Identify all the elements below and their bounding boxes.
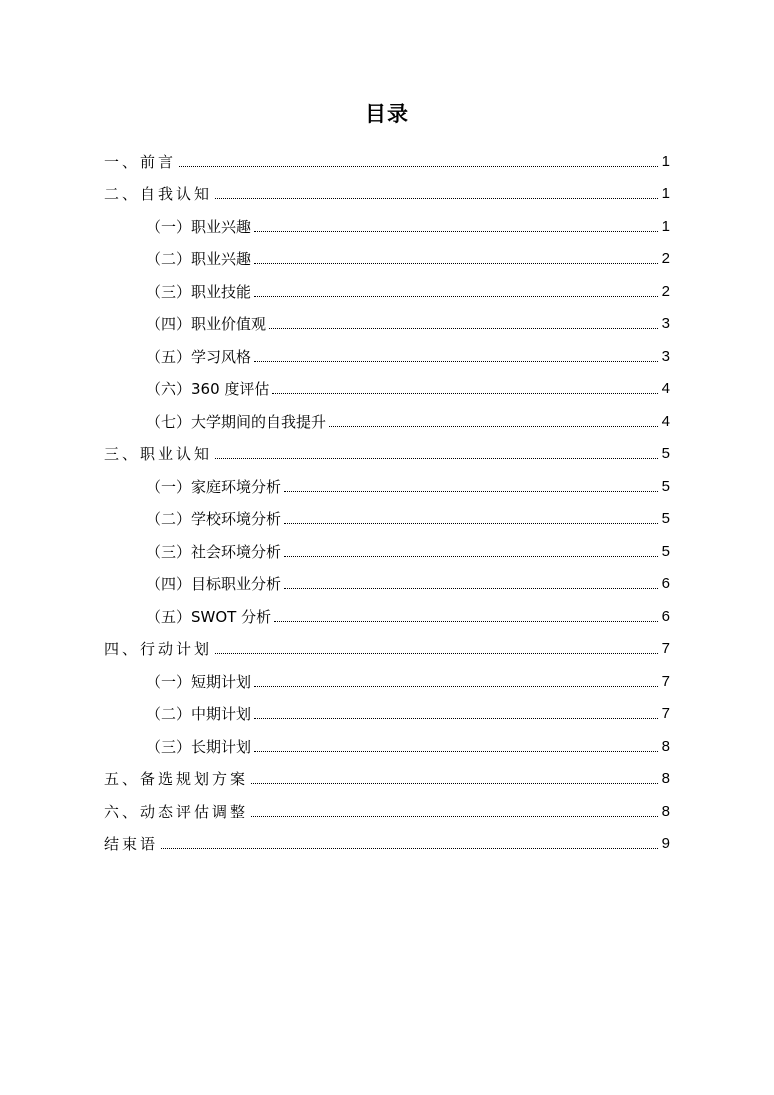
toc-entry-subsection[interactable]	[104, 693, 670, 726]
toc-entry-page-number: 6	[661, 575, 670, 592]
toc-dot-leader	[254, 751, 658, 752]
toc-entry-label: （三）职业技能	[146, 282, 252, 301]
toc-dot-leader	[254, 231, 658, 232]
toc-entry-page-number: 3	[661, 315, 670, 332]
toc-entry-label: 结束语	[104, 835, 159, 853]
toc-entry-section[interactable]	[104, 790, 670, 823]
toc-entry-page-number: 8	[661, 770, 670, 787]
toc-dot-leader	[284, 556, 658, 557]
toc-dot-leader	[215, 458, 658, 459]
toc-entry-subsection[interactable]	[104, 400, 670, 433]
toc-entry-label: （五）SWOT 分析	[146, 607, 272, 626]
toc-entry-page-number: 2	[661, 282, 670, 300]
toc-entry-section[interactable]	[104, 140, 670, 173]
toc-dot-leader	[274, 621, 658, 622]
toc-dot-leader	[284, 491, 658, 492]
toc-entry-label: （四）职业价值观	[146, 315, 267, 333]
toc-entry-label: （四）目标职业分析	[146, 575, 282, 593]
toc-entry-label: （三）长期计划	[146, 737, 252, 756]
toc-entry-label: （二）中期计划	[146, 705, 252, 723]
toc-dot-leader	[329, 426, 658, 427]
toc-entry-label: （三）社会环境分析	[146, 542, 282, 561]
toc-entry-section[interactable]	[104, 823, 670, 856]
toc-dot-leader	[284, 523, 658, 524]
toc-entry-subsection[interactable]	[104, 660, 670, 693]
toc-entry-label: 一、前言	[104, 152, 177, 171]
toc-entry-label: 五、备选规划方案	[104, 770, 249, 788]
toc-entry-page-number: 5	[661, 542, 670, 560]
toc-dot-leader	[254, 718, 658, 719]
toc-entry-section[interactable]	[104, 433, 670, 466]
toc-entry-label: （一）职业兴趣	[146, 217, 252, 236]
toc-entry-subsection[interactable]	[104, 368, 670, 401]
toc-entry-label: 二、自我认知	[104, 185, 213, 203]
toc-entry-label: 三、职业认知	[104, 445, 213, 463]
toc-dot-leader	[254, 263, 658, 264]
toc-list	[104, 140, 670, 855]
toc-entry-section[interactable]	[104, 173, 670, 206]
toc-dot-leader	[254, 686, 658, 687]
toc-entry-subsection[interactable]	[104, 270, 670, 303]
toc-entry-page-number: 2	[661, 250, 670, 267]
toc-entry-page-number: 7	[661, 672, 670, 690]
toc-entry-page-number: 1	[661, 217, 670, 235]
toc-entry-label: （二）学校环境分析	[146, 510, 282, 528]
toc-entry-label: （六）360 度评估	[146, 380, 270, 398]
toc-entry-subsection[interactable]	[104, 465, 670, 498]
toc-entry-page-number: 9	[661, 835, 670, 852]
toc-entry-page-number: 8	[661, 802, 670, 820]
toc-entry-page-number: 6	[661, 607, 670, 625]
toc-entry-page-number: 5	[661, 445, 670, 462]
toc-entry-subsection[interactable]	[104, 498, 670, 531]
toc-entry-label: 四、行动计划	[104, 640, 213, 658]
toc-dot-leader	[215, 653, 658, 654]
toc-dot-leader	[269, 328, 658, 329]
toc-dot-leader	[254, 361, 658, 362]
toc-dot-leader	[161, 848, 658, 849]
toc-entry-page-number: 5	[661, 477, 670, 495]
toc-entry-section[interactable]	[104, 758, 670, 791]
toc-entry-label: （一）短期计划	[146, 672, 252, 691]
toc-entry-section[interactable]	[104, 628, 670, 661]
toc-entry-subsection[interactable]	[104, 205, 670, 238]
toc-dot-leader	[272, 393, 658, 394]
toc-dot-leader	[284, 588, 658, 589]
toc-title: 目录	[365, 102, 409, 126]
toc-entry-label: （二）职业兴趣	[146, 250, 252, 268]
toc-entry-page-number: 5	[661, 510, 670, 527]
toc-entry-label: （七）大学期间的自我提升	[146, 412, 327, 431]
toc-entry-subsection[interactable]	[104, 238, 670, 271]
toc-entry-page-number: 1	[661, 152, 670, 170]
toc-dot-leader	[251, 783, 658, 784]
toc-entry-subsection[interactable]	[104, 725, 670, 758]
toc-dot-leader	[215, 198, 658, 199]
toc-entry-subsection[interactable]	[104, 563, 670, 596]
toc-entry-label: （一）家庭环境分析	[146, 477, 282, 496]
toc-entry-label: （五）学习风格	[146, 347, 252, 366]
toc-entry-subsection[interactable]	[104, 530, 670, 563]
toc-entry-page-number: 1	[661, 185, 670, 202]
toc-entry-page-number: 4	[661, 412, 670, 430]
toc-entry-subsection[interactable]	[104, 595, 670, 628]
toc-dot-leader	[251, 816, 658, 817]
toc-entry-page-number: 7	[661, 705, 670, 722]
toc-dot-leader	[254, 296, 658, 297]
toc-entry-page-number: 7	[661, 640, 670, 657]
toc-entry-page-number: 3	[661, 347, 670, 365]
toc-entry-page-number: 4	[661, 380, 670, 397]
toc-entry-label: 六、动态评估调整	[104, 802, 249, 821]
toc-entry-subsection[interactable]	[104, 335, 670, 368]
toc-dot-leader	[179, 166, 658, 167]
toc-entry-subsection[interactable]	[104, 303, 670, 336]
toc-entry-page-number: 8	[661, 737, 670, 755]
